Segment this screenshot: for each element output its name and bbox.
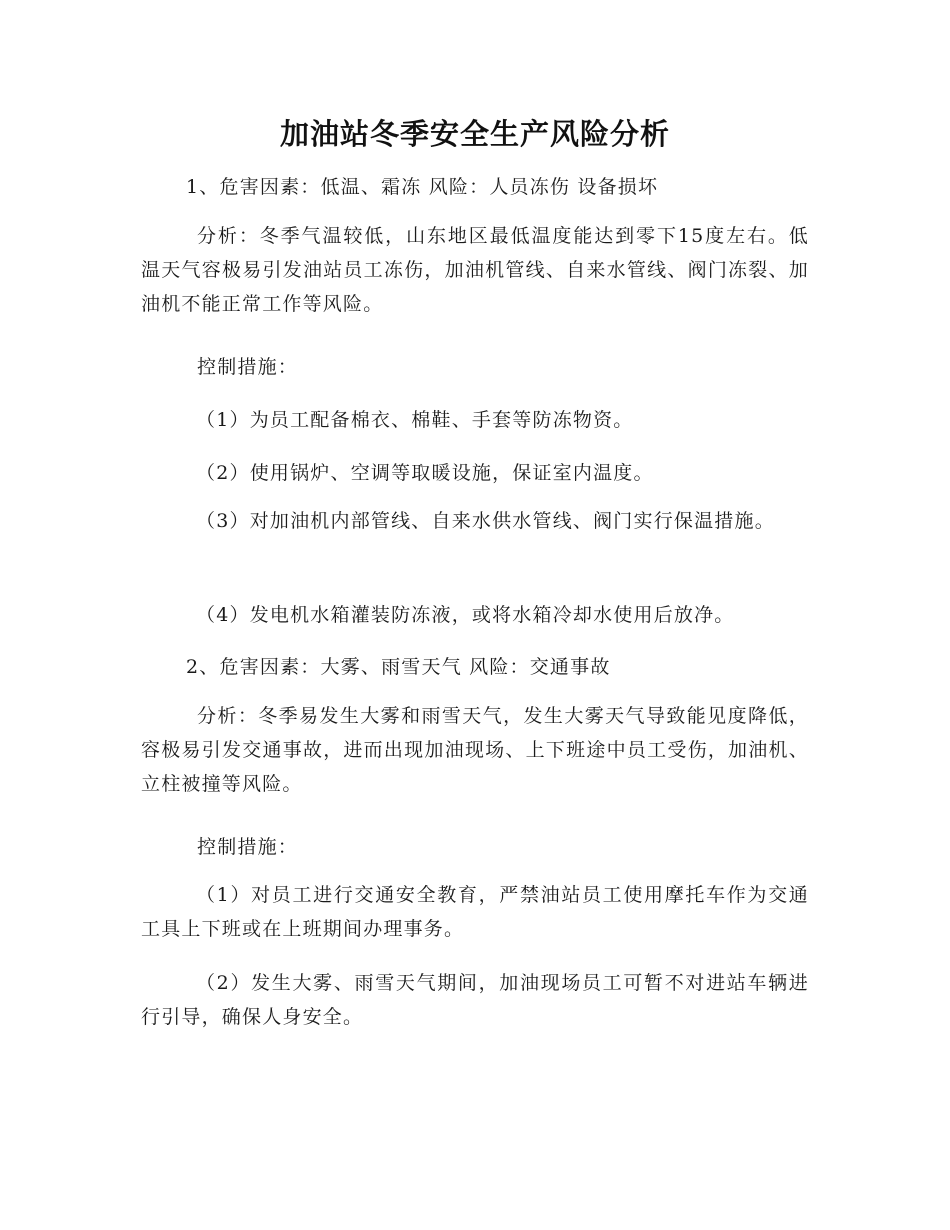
section-1-measure-3: （3）对加油机内部管线、自来水供水管线、阀门实行保温措施。 [196,510,775,532]
section-2-analysis: 分析：冬季易发生大雾和雨雪天气，发生大雾天气导致能见度降低，容极易引发交通事故，进而出现加油现场、上下班途中员工受伤，加油机、立柱被撞等风险。 [141,705,809,795]
section-2-measures-label: 控制措施： [197,836,299,858]
section-1-measures-label: 控制措施： [197,356,299,378]
section-1-heading: 1、危害因素：低温、霜冻 风险：人员冻伤 设备损坏 [186,176,659,198]
section-1-measure-4: （4）发电机水箱灌装防冻液，或将水箱冷却水使用后放净。 [196,604,735,626]
section-1-measure-1: （1）为员工配备棉衣、棉鞋、手套等防冻物资。 [196,409,634,431]
section-2-measure-2: （2）发生大雾、雨雪天气期间，加油现场员工可暂不对进站车辆进行引导，确保人身安全。 [141,972,809,1028]
section-2-measure-1: （1）对员工进行交通安全教育，严禁油站员工使用摩托车作为交通工具上下班或在上班期间办理事务。 [141,884,809,940]
section-1-analysis: 分析：冬季气温较低，山东地区最低温度能达到零下15度左右。低温天气容极易引发油站员工冻伤，加油机管线、自来水管线、阀门冻裂、加油机不能正常工作等风险。 [141,225,809,315]
section-1-measure-2: （2）使用锅炉、空调等取暖设施，保证室内温度。 [196,462,654,484]
document-title: 加油站冬季安全生产风险分析 [279,117,670,151]
section-2-heading: 2、危害因素：大雾、雨雪天气 风险：交通事故 [186,656,611,678]
